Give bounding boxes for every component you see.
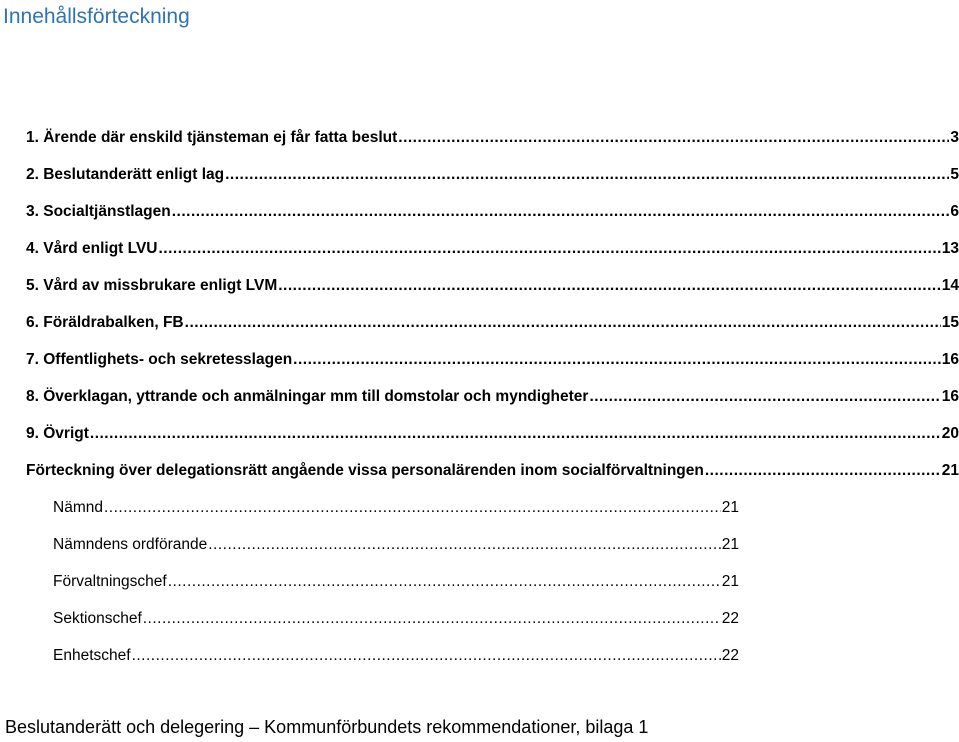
dot-leader bbox=[172, 200, 950, 224]
page-title: Innehållsförteckning bbox=[3, 5, 190, 28]
toc-entry[interactable] bbox=[0, 459, 959, 496]
toc-entry-label: 3. Socialtjänstlagen bbox=[26, 203, 171, 220]
dot-leader bbox=[293, 348, 941, 372]
dot-leader bbox=[104, 496, 721, 520]
toc-subentry-page: 22 bbox=[721, 647, 739, 664]
toc-entry-page: 13 bbox=[941, 240, 959, 257]
toc-entry-label: 6. Föräldrabalken, FB bbox=[26, 314, 184, 331]
toc-entry-page: 20 bbox=[941, 425, 959, 442]
table-of-contents bbox=[0, 126, 959, 681]
dot-leader bbox=[185, 311, 941, 335]
toc-entry-label: 1. Ärende där enskild tjänsteman ej får fatta beslut bbox=[26, 129, 398, 146]
toc-subentry-label: Förvaltningschef bbox=[53, 573, 167, 590]
toc-entry-page: 16 bbox=[941, 388, 959, 405]
toc-entry[interactable] bbox=[0, 126, 959, 163]
dot-leader bbox=[225, 163, 949, 187]
toc-subentry-page: 21 bbox=[721, 536, 739, 553]
toc-subentry-label: Enhetschef bbox=[53, 647, 131, 664]
toc-entry[interactable] bbox=[0, 237, 959, 274]
dot-leader bbox=[90, 422, 941, 446]
toc-subentry-page: 22 bbox=[721, 610, 739, 627]
toc-entry[interactable] bbox=[0, 163, 959, 200]
dot-leader bbox=[278, 274, 941, 298]
toc-entry-label: Förteckning över delegationsrätt angående vissa personalärenden inom socialförvaltningen bbox=[26, 462, 704, 479]
dot-leader bbox=[132, 644, 721, 668]
dot-leader bbox=[208, 533, 721, 557]
toc-entry-label: 4. Vård enligt LVU bbox=[26, 240, 158, 257]
toc-subentry-label: Nämndens ordförande bbox=[53, 536, 208, 553]
toc-subentry[interactable] bbox=[0, 644, 739, 681]
toc-subentry-label: Sektionschef bbox=[53, 610, 142, 627]
toc-entry-label: 8. Överklagan, yttrande och anmälningar mm till domstolar och myndigheter bbox=[26, 388, 589, 405]
toc-subentry-page: 21 bbox=[721, 573, 739, 590]
dot-leader bbox=[143, 607, 721, 631]
toc-entry[interactable] bbox=[0, 422, 959, 459]
toc-subentry-page: 21 bbox=[721, 499, 739, 516]
toc-entry-label: 2. Beslutanderätt enligt lag bbox=[26, 166, 225, 183]
dot-leader bbox=[168, 570, 721, 594]
toc-entry-page: 6 bbox=[950, 203, 959, 220]
toc-subentry[interactable] bbox=[0, 607, 739, 644]
toc-entry-page: 14 bbox=[941, 277, 959, 294]
toc-entry-page: 21 bbox=[941, 462, 959, 479]
toc-entry-label: 9. Övrigt bbox=[26, 425, 89, 442]
toc-entry[interactable] bbox=[0, 348, 959, 385]
toc-entry-label: 5. Vård av missbrukare enligt LVM bbox=[26, 277, 278, 294]
toc-entry-page: 15 bbox=[941, 314, 959, 331]
toc-subentry[interactable] bbox=[0, 533, 739, 570]
toc-entry[interactable] bbox=[0, 200, 959, 237]
dot-leader bbox=[705, 459, 941, 483]
toc-entry-label: 7. Offentlighets- och sekretesslagen bbox=[26, 351, 293, 368]
dot-leader bbox=[398, 126, 949, 150]
toc-entry-page: 3 bbox=[950, 129, 959, 146]
toc-entry[interactable] bbox=[0, 274, 959, 311]
dot-leader bbox=[159, 237, 941, 261]
toc-subentry-label: Nämnd bbox=[53, 499, 103, 516]
toc-entry[interactable] bbox=[0, 385, 959, 422]
toc-entry-page: 5 bbox=[950, 166, 959, 183]
page-footer: Beslutanderätt och delegering – Kommunförbundets rekommendationer, bilaga 1 bbox=[5, 717, 649, 737]
toc-entry-page: 16 bbox=[941, 351, 959, 368]
dot-leader bbox=[589, 385, 940, 409]
toc-subentry[interactable] bbox=[0, 496, 739, 533]
toc-entry[interactable] bbox=[0, 311, 959, 348]
toc-subentry[interactable] bbox=[0, 570, 739, 607]
